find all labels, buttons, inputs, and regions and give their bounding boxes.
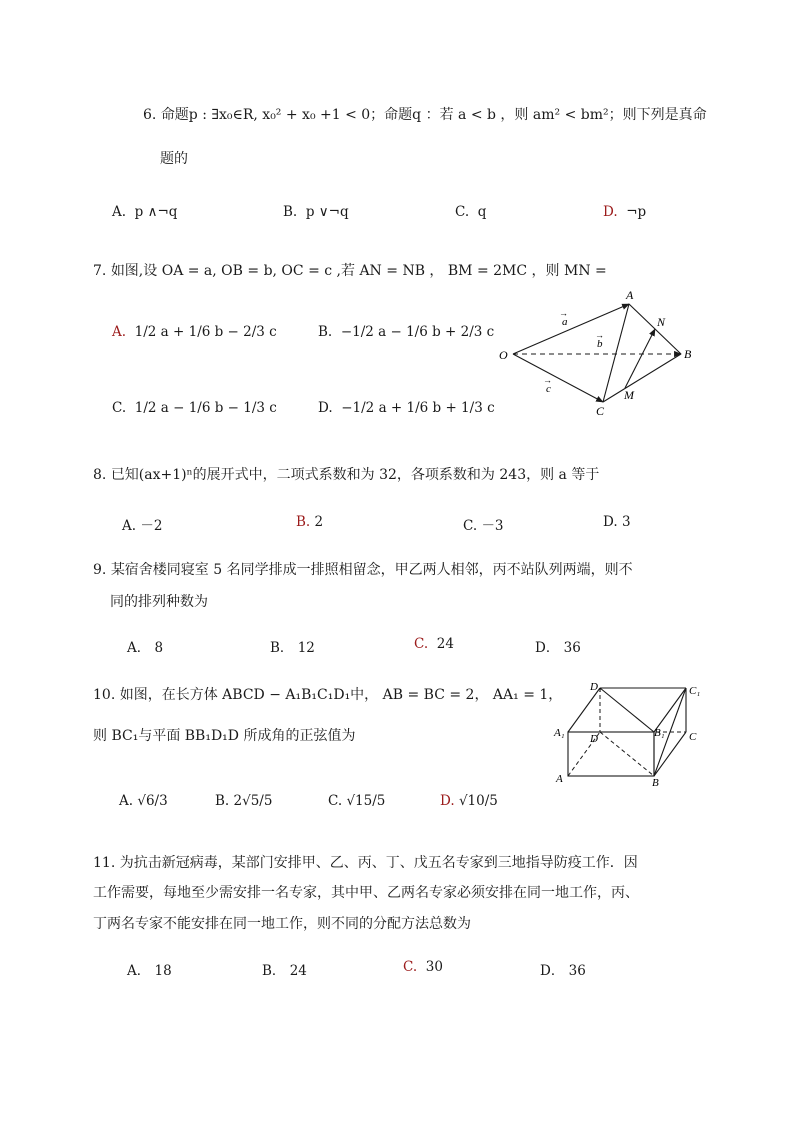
q10-option-c[interactable]: C. √15/5 bbox=[328, 793, 386, 809]
q9-option-b[interactable]: B． 12 bbox=[270, 640, 315, 656]
q7-number: 7. bbox=[93, 263, 107, 279]
q8-option-c[interactable]: C. －3 bbox=[463, 518, 504, 534]
q6-stem-line2: 题的 bbox=[160, 151, 188, 167]
label-b: B bbox=[652, 777, 659, 789]
q6-option-c[interactable]: C. q bbox=[455, 204, 487, 220]
label-n-point: N bbox=[657, 315, 666, 329]
label-a-point: A bbox=[626, 288, 634, 302]
q7-option-c[interactable]: C. 1/2 a − 1/6 b − 1/3 c bbox=[112, 400, 277, 416]
q8-number: 8. bbox=[93, 467, 107, 483]
label-m-point: M bbox=[624, 388, 634, 402]
q10-option-a[interactable]: A. √6/3 bbox=[119, 793, 168, 809]
svg-text:→: → bbox=[543, 375, 552, 385]
q10-stem-line2: 则 BC₁与平面 BB₁D₁D 所成角的正弦值为 bbox=[93, 728, 356, 744]
q7-option-a[interactable]: A. 1/2 a + 1/6 b − 2/3 c bbox=[112, 324, 277, 340]
q6-stem-line1: 6. 命题p : ∃x₀∈R, x₀² + x₀ +1 < 0；命题q ：若 a < b ，则 am² < bm²；则下列是真命 bbox=[143, 107, 707, 123]
label-o-point: O bbox=[499, 348, 508, 362]
label-a: A bbox=[556, 773, 563, 785]
q9-option-d[interactable]: D． 36 bbox=[535, 640, 581, 656]
front-face bbox=[568, 732, 654, 776]
label-b-vector: b bbox=[597, 338, 603, 350]
label-c: C bbox=[689, 731, 697, 743]
q11-option-b[interactable]: B． 24 bbox=[262, 963, 307, 979]
q6-option-a[interactable]: A. p ∧¬q bbox=[112, 204, 178, 220]
q7-stem: 7. 如图,设 OA = a, OB = b, OC = c ,若 AN = NB ， BM = 2MC ，则 MN = bbox=[93, 263, 607, 279]
q11-option-d[interactable]: D． 36 bbox=[540, 963, 586, 979]
q9-stem-line1: 9. 某宿舍楼同寝室 5 名同学排成一排照相留念，甲乙两人相邻，丙不站队列两端，则不 bbox=[93, 562, 633, 578]
q9-stem-line2: 同的排列种数为 bbox=[110, 594, 208, 610]
vector-oa bbox=[513, 304, 629, 354]
q10-option-d[interactable]: D. √10/5 bbox=[440, 793, 498, 809]
q6-option-b[interactable]: B. p ∨¬q bbox=[283, 204, 349, 220]
label-b-point: B bbox=[684, 347, 692, 361]
label-d1: D₁ bbox=[590, 681, 602, 693]
q10-option-b[interactable]: B. 2√5/5 bbox=[215, 793, 273, 809]
q11-stem-line1: 11. 为抗击新冠病毒，某部门安排甲、乙、丙、丁、戊五名专家到三地指导防疫工作．因 bbox=[93, 855, 638, 871]
label-a1: A₁ bbox=[554, 727, 565, 739]
label-a-vector: a bbox=[562, 316, 568, 328]
q10-cuboid-figure bbox=[550, 680, 710, 790]
edge-cb bbox=[603, 354, 681, 402]
q9-number: 9. bbox=[93, 562, 107, 578]
q8-stem: 8. 已知(ax+1)ⁿ的展开式中，二项式系数和为 32，各项系数和为 243，则 a 等于 bbox=[93, 467, 600, 483]
q7-option-b[interactable]: B. −1/2 a − 1/6 b + 2/3 c bbox=[318, 324, 495, 340]
q11-option-a[interactable]: A． 18 bbox=[127, 963, 172, 979]
label-c-vector: c bbox=[546, 383, 551, 395]
label-c1: C₁ bbox=[689, 685, 701, 697]
svg-text:→: → bbox=[559, 308, 568, 318]
q8-option-b[interactable]: B. 2 bbox=[296, 514, 324, 530]
q11-number: 11. bbox=[93, 855, 116, 871]
q9-option-c[interactable]: C. 24 bbox=[414, 636, 454, 652]
q11-option-c[interactable]: C. 30 bbox=[403, 959, 443, 975]
svg-text:→: → bbox=[595, 330, 604, 340]
q8-option-d[interactable]: D. 3 bbox=[603, 514, 631, 530]
q7-option-d[interactable]: D. −1/2 a + 1/6 b + 1/3 c bbox=[318, 400, 495, 416]
q10-stem-line1: 10. 如图，在长方体 ABCD − A₁B₁C₁D₁中， AB = BC = 2， AA₁ = 1， bbox=[93, 687, 563, 703]
q11-stem-line2: 工作需要，每地至少需安排一名专家，其中甲、乙两名专家必须安排在同一地工作，丙、 bbox=[93, 885, 639, 901]
q6-option-d[interactable]: D. ¬p bbox=[603, 204, 647, 220]
q11-stem-line3: 丁两名专家不能安排在同一地工作，则不同的分配方法总数为 bbox=[93, 916, 471, 932]
q10-number: 10. bbox=[93, 687, 116, 703]
q7-vector-figure bbox=[495, 284, 700, 420]
vector-oc bbox=[513, 354, 603, 402]
label-d: D bbox=[590, 733, 598, 745]
q9-option-a[interactable]: A． 8 bbox=[127, 640, 164, 656]
label-c-point: C bbox=[596, 404, 605, 418]
q6-number: 6. bbox=[143, 107, 157, 123]
label-b1: B₁ bbox=[654, 727, 665, 739]
q8-option-a[interactable]: A. －2 bbox=[122, 518, 163, 534]
